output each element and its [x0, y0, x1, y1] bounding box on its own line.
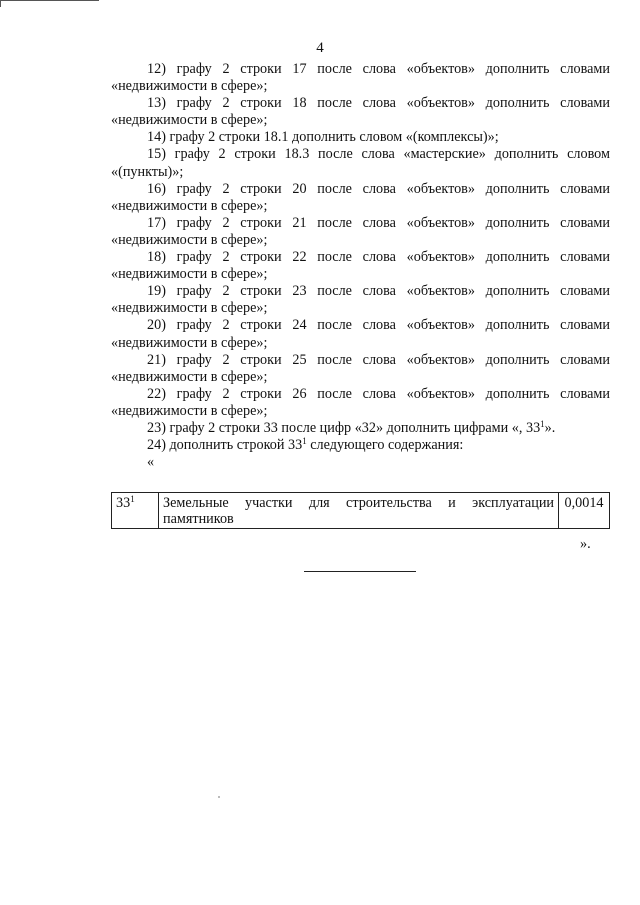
amendment-23-superscript: 1: [540, 418, 545, 429]
amendment-16: 16) графу 2 строки 20 после слова «объектов» дополнить словами «недвижимости в сфере»;: [111, 180, 610, 214]
row-description-cell: Земельные участки для строительства и эксплуатации памятников: [159, 493, 559, 529]
row-value-cell: 0,0014: [559, 493, 610, 529]
amendment-22: 22) графу 2 строки 26 после слова «объектов» дополнить словами «недвижимости в сфере»;: [111, 385, 610, 419]
amendment-15: 15) графу 2 строки 18.3 после слова «мастерские» дополнить словом «(пункты)»;: [111, 146, 610, 180]
amendment-21: 21) графу 2 строки 25 после слова «объектов» дополнить словами «недвижимости в сфере»;: [111, 351, 610, 385]
table-row: [112, 493, 610, 529]
amendment-24-superscript: 1: [302, 436, 307, 447]
amendment-23-tail: ».: [544, 419, 556, 436]
amendment-23: [111, 420, 610, 437]
amendment-24-text: 24) дополнить строкой 33: [147, 437, 303, 454]
closing-quote: ».: [580, 536, 591, 552]
page-number: 4: [316, 40, 324, 56]
amendment-table: [111, 492, 610, 529]
amendment-24-tail: следующего содержания:: [306, 437, 464, 454]
amendment-23-text: 23) графу 2 строки 33 после цифр «32» дополнить цифрами «, 33: [147, 419, 541, 436]
opening-quote: «: [147, 454, 155, 471]
amendment-17: 17) графу 2 строки 21 после слова «объектов» дополнить словами «недвижимости в сфере»;: [111, 214, 610, 248]
amendment-19: 19) графу 2 строки 23 после слова «объектов» дополнить словами «недвижимости в сфере»;: [111, 283, 610, 317]
row-number-superscript: 1: [130, 494, 135, 504]
row-number: 33: [116, 495, 131, 511]
document-body: [111, 61, 610, 474]
amendment-18: 18) графу 2 строки 22 после слова «объектов» дополнить словами «недвижимости в сфере»;: [111, 249, 610, 283]
amendment-12: 12) графу 2 строки 17 после слова «объектов» дополнить словами «недвижимости в сфере»;: [111, 61, 610, 95]
amendment-14: 14) графу 2 строки 18.1 дополнить словом «(комплексы)»;: [147, 129, 499, 146]
separator-line: [304, 571, 416, 572]
scan-speck: [218, 796, 220, 798]
amendment-24: [111, 437, 610, 454]
row-number-cell: [112, 493, 159, 529]
page-corner-mark: [0, 0, 99, 7]
amendment-20: 20) графу 2 строки 24 после слова «объектов» дополнить словами «недвижимости в сфере»;: [111, 317, 610, 351]
amendment-13: 13) графу 2 строки 18 после слова «объектов» дополнить словами «недвижимости в сфере»;: [111, 95, 610, 129]
